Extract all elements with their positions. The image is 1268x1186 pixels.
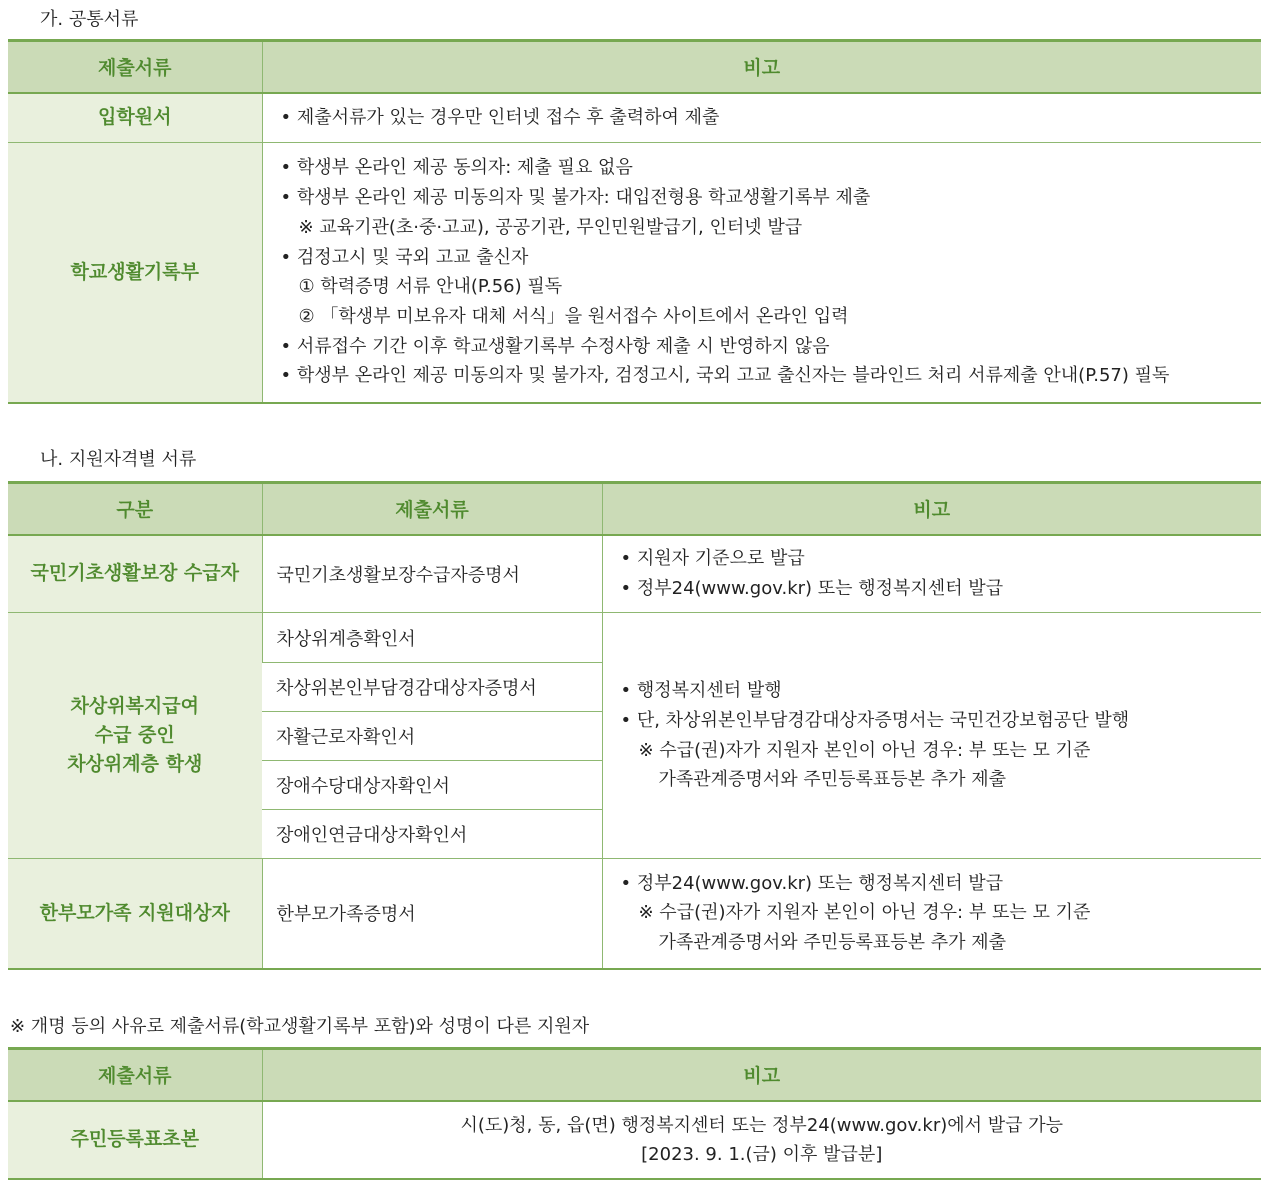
- note-line: ※ 수급(권)자가 지원자 본인이 아닌 경우: 부 또는 모 기준: [638, 902, 1091, 924]
- doc-near-poverty-4: 장애수당대상자확인서: [262, 761, 602, 810]
- category-near-poverty: [8, 613, 262, 859]
- section-a-heading: 가. 공통서류: [40, 9, 139, 30]
- section-c-heading: ※ 개명 등의 사유로 제출서류(학교생활기록부 포함)와 성명이 다른 지원자: [10, 1016, 590, 1037]
- header-category: 구분: [8, 483, 262, 535]
- doc-near-poverty-5: 장애인연금대상자확인서: [262, 810, 602, 859]
- section-b-heading: 나. 지원자격별 서류: [40, 449, 197, 470]
- table-row: [8, 143, 1261, 403]
- notes-single-parent: [602, 859, 1261, 969]
- doc-near-poverty-2: 차상위본인부담경감대상자증명서: [262, 663, 602, 712]
- doc-basic-livelihood: 국민기초생활보장수급자증명서: [262, 535, 602, 613]
- row-label-application: 입학원서: [8, 93, 262, 143]
- row-label-school-record: 학교생활기록부: [8, 143, 262, 403]
- note-line: ① 학력증명 서류 안내(P.56) 필독: [298, 276, 563, 298]
- doc-near-poverty-3: 자활근로자확인서: [262, 712, 602, 761]
- category-line: 차상위복지급여: [70, 695, 199, 717]
- header-docs: 제출서류: [8, 41, 262, 93]
- eligibility-documents-table: [8, 481, 1261, 970]
- note-line: 시(도)청, 동, 읍(면) 행정복지센터 또는 정부24(www.gov.kr)에서 발급 가능: [460, 1114, 1064, 1136]
- doc-near-poverty-1: 차상위계층확인서: [262, 613, 602, 663]
- table-row: [8, 613, 1261, 663]
- note-line: • 행정복지센터 발행: [620, 680, 782, 702]
- note-line: [2023. 9. 1.(금) 이후 발급분]: [641, 1143, 883, 1165]
- category-basic-livelihood: 국민기초생활보장 수급자: [8, 535, 262, 613]
- doc-single-parent: 한부모가족증명서: [262, 859, 602, 969]
- note-line: ② 「학생부 미보유자 대체 서식」을 원서접수 사이트에서 온라인 입력: [298, 305, 849, 327]
- category-single-parent: 한부모가족 지원대상자: [8, 859, 262, 969]
- note-line: 가족관계증명서와 주민등록표등본 추가 제출: [658, 769, 1007, 791]
- note-line: • 정부24(www.gov.kr) 또는 행정복지센터 발급: [620, 872, 1004, 894]
- category-line: 수급 중인: [94, 724, 175, 746]
- header-docs: 제출서류: [262, 483, 602, 535]
- common-documents-table: [8, 39, 1261, 404]
- note-line: ※ 교육기관(초·중·고교), 공공기관, 무인민원발급기, 인터넷 발급: [298, 216, 803, 238]
- note-line: 가족관계증명서와 주민등록표등본 추가 제출: [658, 932, 1007, 954]
- table-row: [8, 1101, 1261, 1179]
- note-line: ※ 수급(권)자가 지원자 본인이 아닌 경우: 부 또는 모 기준: [638, 739, 1091, 761]
- notes-near-poverty: [602, 613, 1261, 859]
- table-row: [8, 93, 1261, 143]
- name-change-table: [8, 1047, 1261, 1180]
- table-row: [8, 859, 1261, 969]
- note-line: • 서류접수 기간 이후 학교생활기록부 수정사항 제출 시 반영하지 않음: [280, 335, 830, 357]
- row-notes-resident-abstract: [262, 1101, 1261, 1179]
- note-line: • 제출서류가 있는 경우만 인터넷 접수 후 출력하여 제출: [280, 106, 720, 128]
- header-note: 비고: [262, 41, 1261, 93]
- note-line: • 학생부 온라인 제공 동의자: 제출 필요 없음: [280, 157, 633, 179]
- note-line: • 정부24(www.gov.kr) 또는 행정복지센터 발급: [620, 577, 1004, 599]
- header-note: 비고: [262, 1049, 1261, 1101]
- row-label-resident-abstract: 주민등록표초본: [8, 1101, 262, 1179]
- header-docs: 제출서류: [8, 1049, 262, 1101]
- category-line: 차상위계층 학생: [67, 753, 203, 775]
- row-notes-application: [262, 93, 1261, 143]
- note-line: • 학생부 온라인 제공 미동의자 및 불가자: 대입전형용 학교생활기록부 제출: [280, 187, 871, 209]
- note-line: • 단, 차상위본인부담경감대상자증명서는 국민건강보험공단 발행: [620, 709, 1130, 731]
- note-line: • 지원자 기준으로 발급: [620, 548, 805, 570]
- table-row: [8, 535, 1261, 613]
- note-line: • 검정고시 및 국외 고교 출신자: [280, 246, 529, 268]
- header-note: 비고: [602, 483, 1261, 535]
- notes-basic-livelihood: [602, 535, 1261, 613]
- note-line: • 학생부 온라인 제공 미동의자 및 불가자, 검정고시, 국외 고교 출신자는 블라인드 처리 서류제출 안내(P.57) 필독: [280, 365, 1170, 387]
- row-notes-school-record: [262, 143, 1261, 403]
